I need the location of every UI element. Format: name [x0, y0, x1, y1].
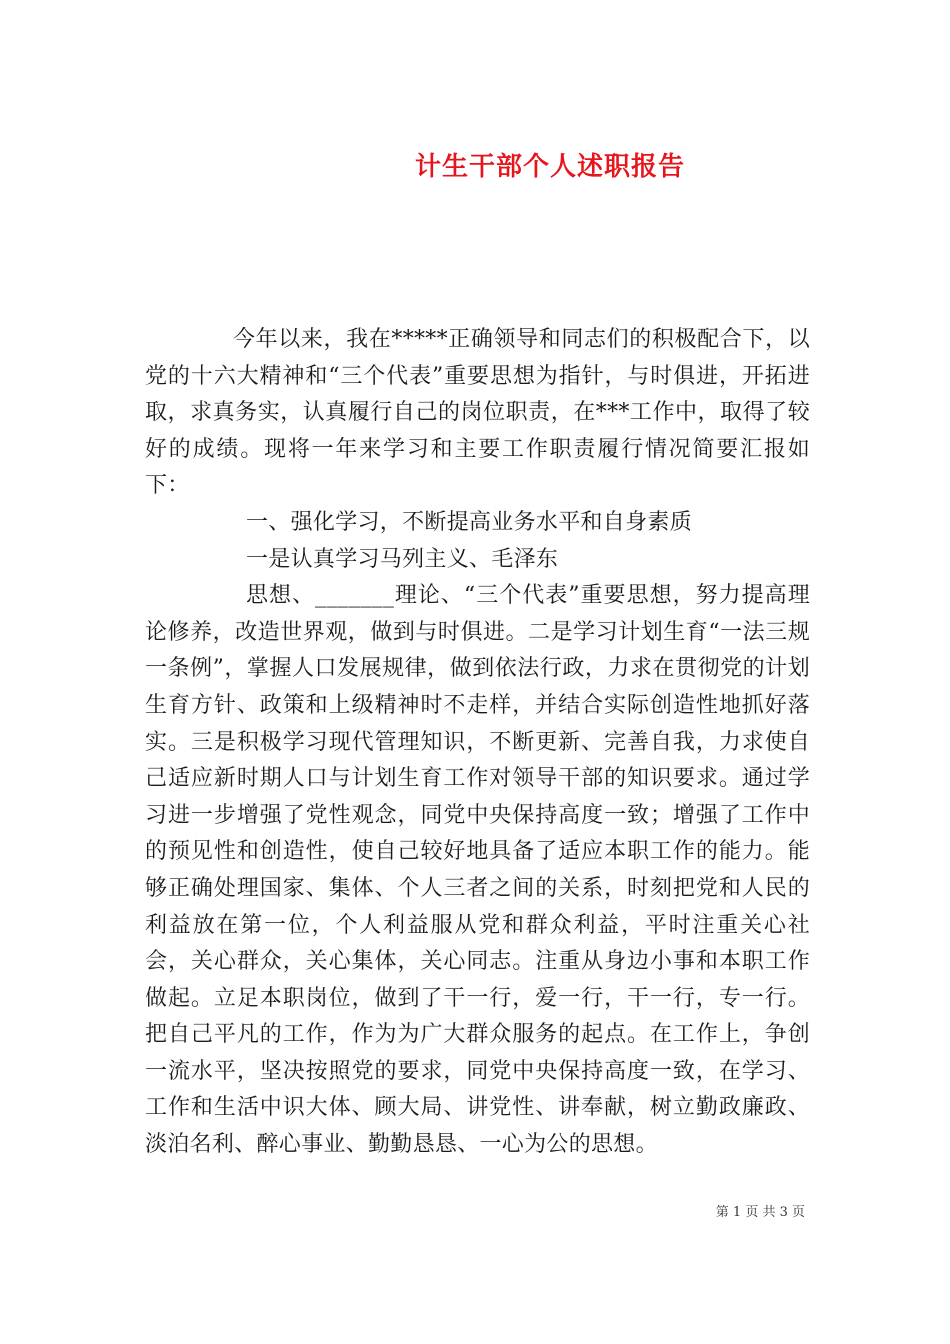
document-title: 计生干部个人述职报告: [414, 152, 685, 183]
intro-paragraph: 今年以来，我在*****正确领导和同志们的积极配合下，以党的十六大精神和“三个代表”重要思想为指针，与时俱进，开拓进取，求真务实，认真履行自己的岗位职责，在***工作中，取得了较好的成绩。现将一年来学习和主要工作职责履行情况简要汇报如下：: [145, 327, 810, 499]
document-body: [145, 322, 810, 1164]
page-number: 第 1 页 共 3 页: [715, 1205, 805, 1220]
section-heading: 一、强化学习，不断提高业务水平和自身素质: [246, 509, 693, 535]
subsection-lead: 一是认真学习马列主义、毛泽东: [246, 546, 559, 572]
body-paragraph: 思想、_______理论、“三个代表”重要思想，努力提高理论修养，改造世界观，做到与时俱进。二是学习计划生育“一法三规一条例”，掌握人口发展规律，做到依法行政，力求在贯彻党的计划生育方针、政策和上级精神时不走样，并结合实际创造性地抓好落实。三是积极学习现代管理知识，不断更新、完善自我，力求使自己适应新时期人口与计划生育工作对领导干部的知识要求。通过学习进一步增强了党性观念，同党中央保持高度一致；增强了工作中的预见性和创造性，使自己较好地具备了适应本职工作的能力。能够正确处理国家、集体、个人三者之间的关系，时刻把党和人民的利益放在第一位，个人利益服从党和群众利益，平时注重关心社会，关心群众，关心集体，关心同志。注重从身边小事和本职工作做起。立足本职岗位，做到了干一行，爱一行，干一行，专一行。把自己平凡的工作，作为为广大群众服务的起点。在工作上，争创一流水平，坚决按照党的要求，同党中央保持高度一致，在学习、工作和生活中识大体、顾大局、讲党性、讲奉献，树立勤政廉政、淡泊名利、醉心事业、勤勤恳恳、一心为公的思想。: [145, 583, 810, 1158]
